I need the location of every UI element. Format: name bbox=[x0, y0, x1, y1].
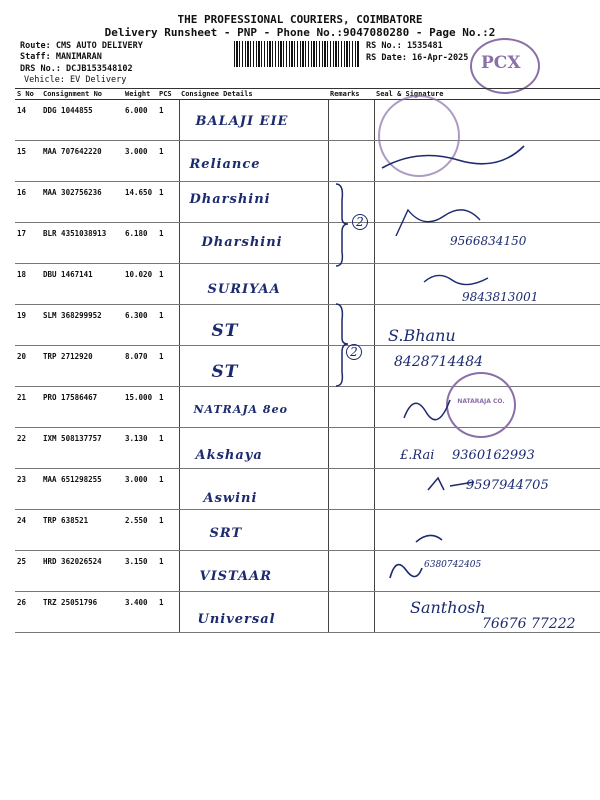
row-weight: 3.000 bbox=[123, 141, 157, 182]
staff-label: Staff: MANIMARAN bbox=[20, 52, 102, 62]
signature-row-15 bbox=[378, 140, 528, 180]
signature-row-25 bbox=[386, 554, 426, 584]
col-weight: Weight bbox=[123, 89, 157, 100]
row-consignment: DDG 1044855 bbox=[41, 100, 123, 141]
row-consignment: DBU 1467141 bbox=[41, 264, 123, 305]
name-rows-19-20: S.Bhanu bbox=[388, 326, 456, 345]
phone-rows-16-17: 9566834150 bbox=[450, 234, 527, 248]
row-remarks bbox=[328, 100, 374, 141]
phone-row-26: 76676 77222 bbox=[482, 616, 576, 632]
table-row bbox=[15, 305, 600, 346]
table-row bbox=[15, 100, 600, 141]
row-pcs: 1 bbox=[157, 264, 179, 305]
row-pcs: 1 bbox=[157, 346, 179, 387]
row-consignee: Dharshini bbox=[189, 192, 271, 207]
phone-row-25: 6380742405 bbox=[424, 560, 482, 570]
row-pcs: 1 bbox=[157, 141, 179, 182]
col-consignee: Consignee Details bbox=[179, 89, 328, 100]
row-sno: 17 bbox=[15, 223, 41, 264]
row-weight: 3.130 bbox=[123, 428, 157, 469]
row-pcs: 1 bbox=[157, 387, 179, 428]
row-consignment: MAA 707642220 bbox=[41, 141, 123, 182]
row-remarks bbox=[328, 387, 374, 428]
row-weight: 3.000 bbox=[123, 469, 157, 510]
row-remarks bbox=[328, 510, 374, 551]
row-consignee-cell bbox=[179, 428, 328, 469]
row-weight: 2.550 bbox=[123, 510, 157, 551]
row-consignee-cell bbox=[179, 141, 328, 182]
row-consignee-cell bbox=[179, 346, 328, 387]
name-row-26: Santhosh bbox=[410, 598, 486, 617]
row-consignment: SLM 368299952 bbox=[41, 305, 123, 346]
row-consignee: Reliance bbox=[189, 157, 261, 172]
count-rows-19-20: 2 bbox=[346, 344, 362, 360]
row-sno: 18 bbox=[15, 264, 41, 305]
row-consignment: HRD 362026524 bbox=[41, 551, 123, 592]
phone-row-22: 9360162993 bbox=[452, 448, 535, 463]
phone-rows-19-20: 8428714484 bbox=[394, 354, 484, 370]
row-consignee-cell bbox=[179, 223, 328, 264]
row-consignee-cell bbox=[179, 510, 328, 551]
row-sno: 23 bbox=[15, 469, 41, 510]
phone-row-23: 9597944705 bbox=[466, 478, 549, 493]
row-consignment: TRZ 25051796 bbox=[41, 592, 123, 633]
phone-row-18: 9843813001 bbox=[462, 290, 539, 304]
row-sno: 22 bbox=[15, 428, 41, 469]
count-rows-16-17: 2 bbox=[352, 214, 368, 230]
row-sno: 16 bbox=[15, 182, 41, 223]
seal-stamp-row-21-text: NATARAJA CO. bbox=[457, 398, 505, 405]
row-consignee: NATRAJA 8eo bbox=[193, 403, 288, 416]
row-sno: 26 bbox=[15, 592, 41, 633]
table-row bbox=[15, 510, 600, 551]
row-sno: 25 bbox=[15, 551, 41, 592]
row-sno: 15 bbox=[15, 141, 41, 182]
row-consignee: ST bbox=[211, 321, 239, 341]
row-consignee-cell bbox=[179, 264, 328, 305]
row-consignee-cell bbox=[179, 305, 328, 346]
signature-row-21 bbox=[400, 386, 460, 426]
row-consignee-cell bbox=[179, 387, 328, 428]
col-pcs: PCS bbox=[157, 89, 179, 100]
row-consignment: IXM 508137757 bbox=[41, 428, 123, 469]
row-consignee: BALAJI EIE bbox=[195, 114, 289, 129]
col-remarks: Remarks bbox=[328, 89, 374, 100]
row-pcs: 1 bbox=[157, 223, 179, 264]
row-sno: 14 bbox=[15, 100, 41, 141]
pcx-stamp-text: PCX bbox=[481, 53, 521, 73]
row-consignment: BLR 4351038913 bbox=[41, 223, 123, 264]
row-weight: 10.020 bbox=[123, 264, 157, 305]
pcx-stamp bbox=[470, 38, 540, 94]
row-remarks bbox=[328, 428, 374, 469]
barcode bbox=[234, 41, 360, 67]
row-sno: 24 bbox=[15, 510, 41, 551]
document-title: THE PROFESSIONAL COURIERS, COIMBATORE bbox=[177, 13, 423, 26]
table-row bbox=[15, 346, 600, 387]
vehicle-label: Vehicle: EV Delivery bbox=[24, 75, 127, 85]
row-weight: 6.300 bbox=[123, 305, 157, 346]
row-pcs: 1 bbox=[157, 592, 179, 633]
row-consignment: MAA 302756236 bbox=[41, 182, 123, 223]
row-remarks bbox=[328, 141, 374, 182]
row-consignee-cell bbox=[179, 182, 328, 223]
row-remarks bbox=[328, 592, 374, 633]
row-consignee: SURIYAA bbox=[207, 282, 281, 297]
row-consignee-cell bbox=[179, 100, 328, 141]
signature-row-24 bbox=[412, 528, 452, 548]
row-consignment: MAA 651298255 bbox=[41, 469, 123, 510]
col-seal-signature: Seal & Signature bbox=[374, 89, 600, 100]
signature-row-22: £.Rai bbox=[400, 448, 435, 463]
row-remarks bbox=[328, 469, 374, 510]
row-pcs: 1 bbox=[157, 510, 179, 551]
row-weight: 15.000 bbox=[123, 387, 157, 428]
row-pcs: 1 bbox=[157, 428, 179, 469]
row-sno: 20 bbox=[15, 346, 41, 387]
row-consignment: TRP 2712920 bbox=[41, 346, 123, 387]
row-weight: 14.650 bbox=[123, 182, 157, 223]
rs-date: RS Date: 16-Apr-2025 bbox=[366, 53, 469, 63]
row-pcs: 1 bbox=[157, 100, 179, 141]
row-consignee: VISTAAR bbox=[199, 569, 272, 584]
row-signature bbox=[374, 510, 600, 551]
row-consignee: Aswini bbox=[203, 491, 258, 506]
row-weight: 3.150 bbox=[123, 551, 157, 592]
row-weight: 8.070 bbox=[123, 346, 157, 387]
row-consignment: PRO 17586467 bbox=[41, 387, 123, 428]
rs-number: RS No.: 1535481 bbox=[366, 41, 443, 51]
route-label: Route: CMS AUTO DELIVERY bbox=[20, 41, 143, 51]
row-weight: 6.180 bbox=[123, 223, 157, 264]
row-weight: 6.000 bbox=[123, 100, 157, 141]
row-consignee: ST bbox=[211, 362, 239, 382]
table-header-row bbox=[15, 89, 600, 100]
row-sno: 19 bbox=[15, 305, 41, 346]
signature-row-18 bbox=[418, 268, 508, 290]
drs-number: DRS No.: DCJB153548102 bbox=[20, 64, 133, 74]
row-pcs: 1 bbox=[157, 182, 179, 223]
row-pcs: 1 bbox=[157, 305, 179, 346]
row-consignee-cell bbox=[179, 592, 328, 633]
row-consignee: SRT bbox=[209, 526, 243, 541]
row-remarks bbox=[328, 551, 374, 592]
row-weight: 3.400 bbox=[123, 592, 157, 633]
row-pcs: 1 bbox=[157, 551, 179, 592]
row-sno: 21 bbox=[15, 387, 41, 428]
row-consignee: Dharshini bbox=[201, 235, 283, 250]
table-row bbox=[15, 551, 600, 592]
row-consignee: Universal bbox=[197, 612, 276, 627]
col-sno: S No bbox=[15, 89, 41, 100]
row-consignee: Akshaya bbox=[195, 448, 263, 463]
row-consignee-cell bbox=[179, 551, 328, 592]
row-pcs: 1 bbox=[157, 469, 179, 510]
col-consignment: Consignment No bbox=[41, 89, 123, 100]
row-consignment: TRP 638521 bbox=[41, 510, 123, 551]
row-consignee-cell bbox=[179, 469, 328, 510]
document-subtitle: Delivery Runsheet - PNP - Phone No.:9047080280 - Page No.:2 bbox=[104, 26, 496, 39]
